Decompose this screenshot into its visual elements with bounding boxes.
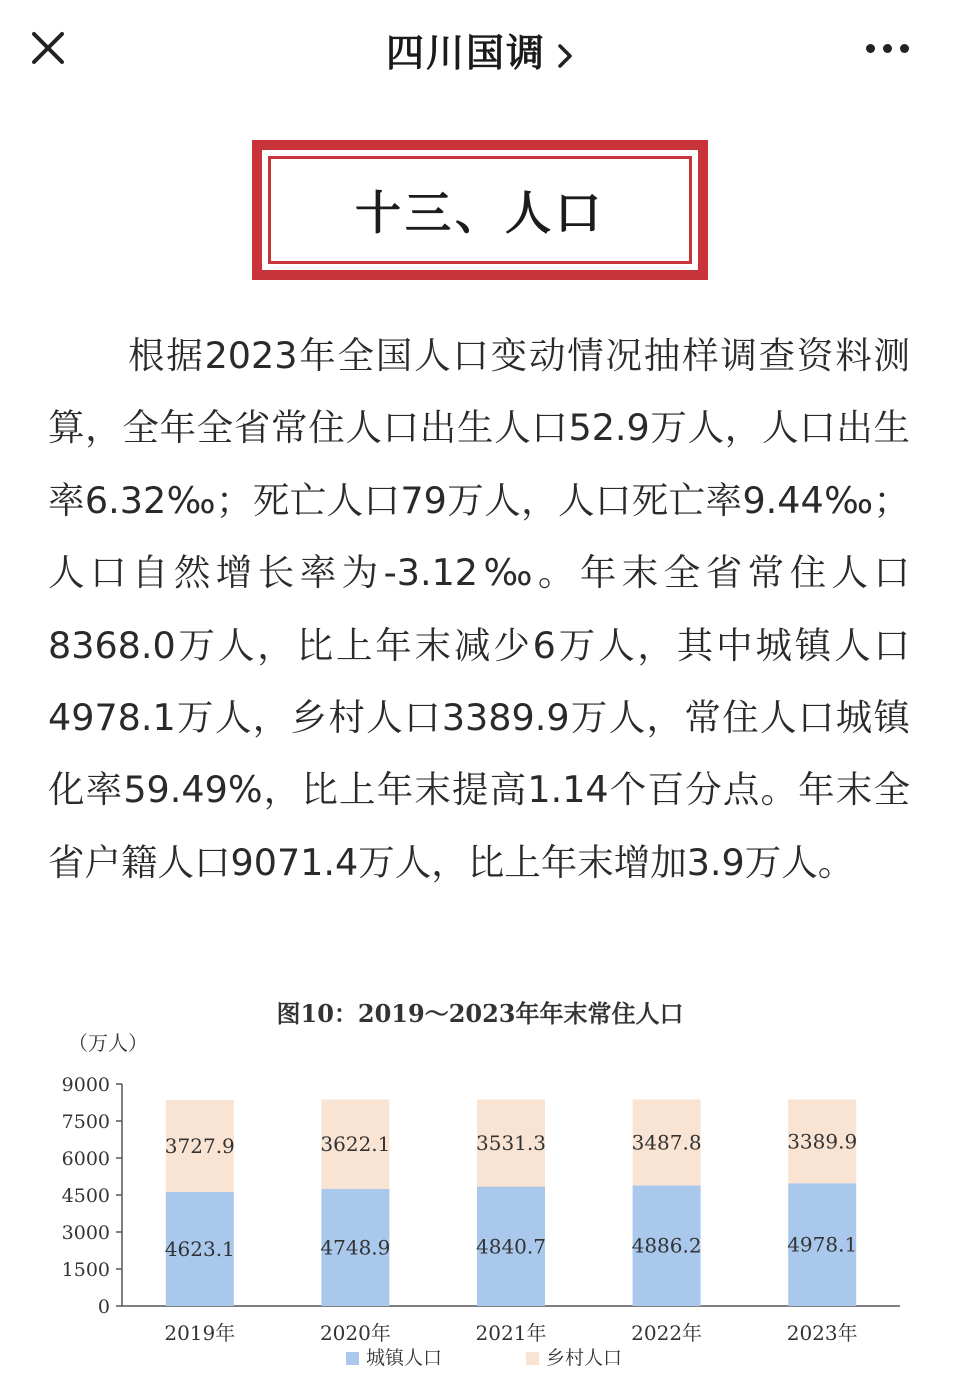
x-tick-label: 2019年 [164,1321,236,1345]
x-tick-label: 2023年 [786,1321,858,1345]
article-paragraph: 根据2023年全国人口变动情况抽样调查资料测算，全年全省常住人口出生人口52.9万人，人口出生率6.32‰；死亡人口79万人，人口死亡率9.44‰；人口自然增长率为-3.12‰。年末全省常住人口8368.0万人，比上年末减少6万人，其中城镇人口4978.1万人，乡村人口3389.9万人，常住人口城镇化率59.49%，比上年末提高1.14个百分点。年末全省户籍人口9071.4万人，比上年末增加3.9万人。 [48,334,910,884]
y-axis-unit-label: （万人） [68,1031,148,1055]
data-label-rural: 3531.3 [476,1131,546,1156]
data-label-rural: 3622.1 [320,1132,391,1157]
y-tick-label: 1500 [61,1259,110,1281]
legend-label: 城镇人口 [366,1347,443,1369]
y-tick-label: 9000 [61,1074,110,1096]
legend-swatch [526,1352,539,1365]
data-label-urban: 4623.1 [164,1236,235,1261]
data-label-rural: 3389.9 [787,1129,858,1154]
data-label-rural: 3727.9 [164,1133,235,1158]
section-heading: 十三、人口 [355,186,605,240]
data-label-urban: 4886.2 [631,1233,702,1258]
x-tick-label: 2020年 [319,1321,391,1345]
y-tick-label: 3000 [61,1222,110,1244]
y-tick-label: 6000 [61,1148,110,1170]
x-tick-label: 2021年 [475,1321,547,1345]
y-tick-label: 0 [97,1296,110,1318]
more-dot-icon [866,44,875,53]
top-navigation-bar [0,0,960,96]
legend-swatch [346,1352,359,1365]
section-heading-frame [252,140,708,280]
data-label-rural: 3487.8 [631,1130,702,1155]
account-name-link[interactable] [0,22,960,77]
population-chart [0,990,960,1374]
x-tick-label: 2022年 [631,1321,703,1345]
account-name: 四川国调 [385,31,546,75]
data-label-urban: 4840.7 [476,1234,546,1259]
data-label-urban: 4978.1 [787,1232,858,1257]
population-chart-svg [0,990,960,1374]
more-options-button[interactable] [866,38,920,58]
more-dot-icon [900,44,909,53]
y-tick-label: 7500 [61,1111,110,1133]
chevron-right-icon [556,42,574,70]
data-label-urban: 4748.9 [320,1235,391,1260]
y-tick-label: 4500 [61,1185,110,1207]
legend-label: 乡村人口 [546,1347,623,1369]
chart-title: 图10：2019～2023年年末常住人口 [276,999,684,1028]
more-dot-icon [883,44,892,53]
